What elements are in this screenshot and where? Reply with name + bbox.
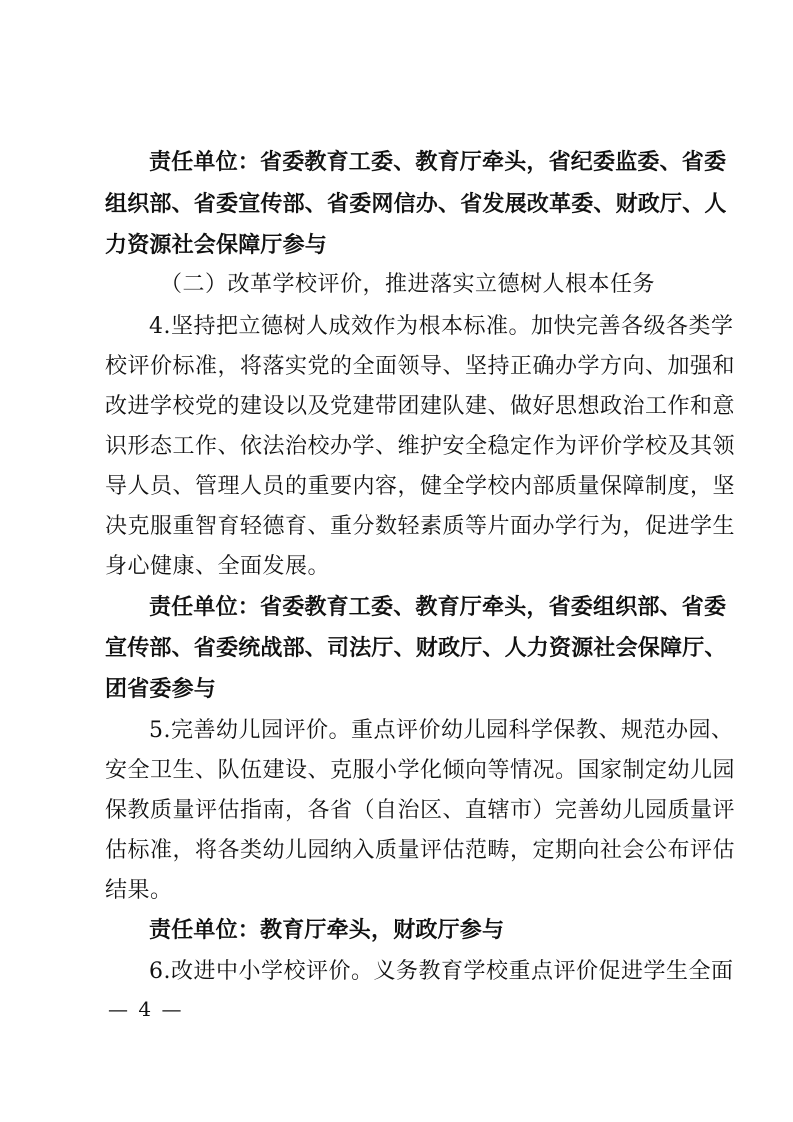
paragraph-4-line-6: 决克服重智育轻德育、重分数轻素质等片面办学行为，促进学生 bbox=[105, 514, 736, 539]
responsibility-unit-1-line-3: 力资源社会保障厅参与 bbox=[105, 233, 328, 258]
responsibility-unit-2-line-2: 宣传部、省委统战部、司法厅、财政厅、人力资源社会保障厅、 bbox=[105, 636, 727, 661]
section-heading: （二）改革学校评价，推进落实立德树人根本任务 bbox=[160, 272, 656, 297]
paragraph-4-line-3: 改进学校党的建设以及党建带团建队建、做好思想政治工作和意 bbox=[105, 394, 736, 419]
paragraph-5-line-2: 安全卫生、队伍建设、克服小学化倾向等情况。国家制定幼儿园 bbox=[105, 758, 736, 783]
paragraph-5-line-3: 保教质量评估指南，各省（自治区、直辖市）完善幼儿园质量评 bbox=[105, 798, 736, 823]
paragraph-5-line-4: 估标准，将各类幼儿园纳入质量评估范畴，定期向社会公布评估 bbox=[105, 838, 736, 863]
responsibility-unit-2-line-3: 团省委参与 bbox=[105, 677, 217, 702]
responsibility-unit-1-line-1: 责任单位：省委教育工委、教育厅牵头，省纪委监委、省委 bbox=[149, 150, 727, 175]
paragraph-4-line-2: 校评价标准，将落实党的全面领导、坚持正确办学方向、加强和 bbox=[105, 354, 736, 379]
paragraph-5-line-1: 5.完善幼儿园评价。重点评价幼儿园科学保教、规范办园、 bbox=[149, 718, 734, 743]
paragraph-5-line-5: 结果。 bbox=[105, 878, 173, 903]
responsibility-unit-2-line-1: 责任单位：省委教育工委、教育厅牵头，省委组织部、省委 bbox=[149, 595, 727, 620]
responsibility-unit-1-line-2: 组织部、省委宣传部、省委网信办、省发展改革委、财政厅、人 bbox=[105, 192, 727, 217]
paragraph-4-line-5: 导人员、管理人员的重要内容，健全学校内部质量保障制度，坚 bbox=[105, 474, 736, 499]
paragraph-4-line-4: 识形态工作、依法治校办学、维护安全稳定作为评价学校及其领 bbox=[105, 434, 736, 459]
responsibility-unit-3-line-1: 责任单位：教育厅牵头，财政厅参与 bbox=[149, 918, 505, 943]
paragraph-4-line-7: 身心健康、全面发展。 bbox=[105, 554, 331, 579]
paragraph-6-line-1: 6.改进中小学校评价。义务教育学校重点评价促进学生全面 bbox=[149, 959, 734, 984]
page-number: — 4 — bbox=[108, 997, 184, 1021]
paragraph-4-line-1: 4.坚持把立德树人成效作为根本标准。加快完善各级各类学 bbox=[149, 314, 734, 339]
